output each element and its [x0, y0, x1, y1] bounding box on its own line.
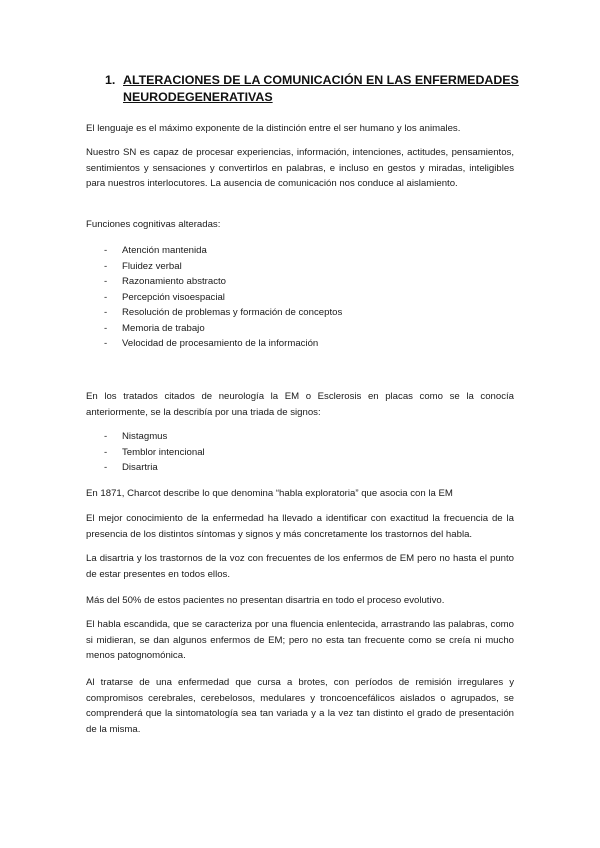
paragraph-habla-escandida: El habla escandida, que se caracteriza por una fluencia enlentecida, arrastrando las palabras, como si midieran, se dan algunos enfermos de EM; pero no esta tan frecuente como se creía ni mucho menos patognomónica. [86, 619, 514, 662]
paragraph-intro: El lenguaje es el máximo exponente de la distinción entre el ser humano y los animales. [86, 123, 461, 134]
paragraph-functions-label: Funciones cognitivas alteradas: [86, 219, 221, 230]
paragraph-triada: En los tratados citados de neurología la EM o Esclerosis en placas como se la conocía anteriormente, se la describía por una triada de signos: [86, 391, 514, 418]
section-number: 1. [105, 73, 116, 87]
paragraph-porcentaje: Más del 50% de estos pacientes no presentan disartria en todo el proceso evolutivo. [86, 595, 445, 606]
paragraph-disartria: La disartria y los trastornos de la voz con frecuentes de los enfermos de EM pero no hasta el punto de estar presentes en todos ellos. [86, 553, 514, 580]
section-title: ALTERACIONES DE LA COMUNICACIÓN EN LAS ENFERMEDADES NEURODEGENERATIVAS [123, 73, 519, 104]
paragraph-charcot: En 1871, Charcot describe lo que denomina “habla exploratoria” que asocia con la EM [86, 488, 453, 499]
paragraph-conocimiento: El mejor conocimiento de la enfermedad ha llevado a identificar con exactitud la frecuencia de la presencia de los distintos síntomas y signos y más concretamente los trastornos del habla. [86, 513, 514, 540]
paragraph-sn: Nuestro SN es capaz de procesar experiencias, información, intenciones, actitudes, pensamientos, sentimientos y sensaciones y convertirlos en palabras, e incluso en gestos y miradas, inteligibles para nuestros interlocutores. La ausencia de comunicación nos conduce al aislamiento. [86, 147, 514, 190]
paragraph-brotes: Al tratarse de una enfermedad que cursa a brotes, con períodos de remisión irregulares y compromisos cerebrales, cerebelosos, medulares y troncoencefálicos aislados o agrupados, se comprenderá que la sintomatología sea tan variada y a la vez tan distinto el grado de presentación de la misma. [86, 677, 514, 735]
document-page: 1. ALTERACIONES DE LA COMUNICACIÓN EN LAS ENFERMEDADES NEURODEGENERATIVAS El lenguaje es el máximo exponente de la distinción entre el ser humano y los animales. Nuestro SN es capaz de procesar experiencias, información, intenciones, actitudes, pensamientos, sentimientos y sensaciones y convertirlos en palabras, e incluso en gestos y miradas, inteligibles para nuestros interlocutores. La ausencia de comunicación nos conduce al aislamiento. Funciones cognitivas alteradas: - Atención mantenida - Fluidez verbal - Razonamiento abstracto - Percepción visoespacial - Resolución de problemas y formación de conceptos - Memoria de trabajo - Velocidad de procesamiento de la información En los tratados citados de neurología la EM o Esclerosis en placas como se la conocía anteriormente, se la describía por una triada de signos: - Nistagmus - Temblor intencional - Disartria En 1871, Charcot describe lo que denomina “habla exploratoria” que asocia con la EM El mejor conocimiento de la enfermedad ha llevado a identificar con exactitud la frecuencia de la presencia de los distintos síntomas y signos y más concretamente los trastornos del habla. La disartria y los trastornos de la voz con frecuentes de los enfermos de EM pero no hasta el punto de estar presentes en todos ellos. Más del 50% de estos pacientes no presentan disartria en todo el proceso evolutivo. El habla escandida, que se caracteriza por una fluencia enlentecida, arrastrando las palabras, como si midieran, se dan algunos enfermos de EM; pero no esta tan frecuente como se creía ni mucho menos patognomónica. Al tratarse de una enfermedad que cursa a brotes, con períodos de remisión irregulares y compromisos cerebrales, cerebelosos, medulares y troncoencefálicos aislados o agrupados, se comprenderá que la sintomatología sea tan variada y a la vez tan distinto el grado de presentación de la misma. [0, 0, 600, 848]
